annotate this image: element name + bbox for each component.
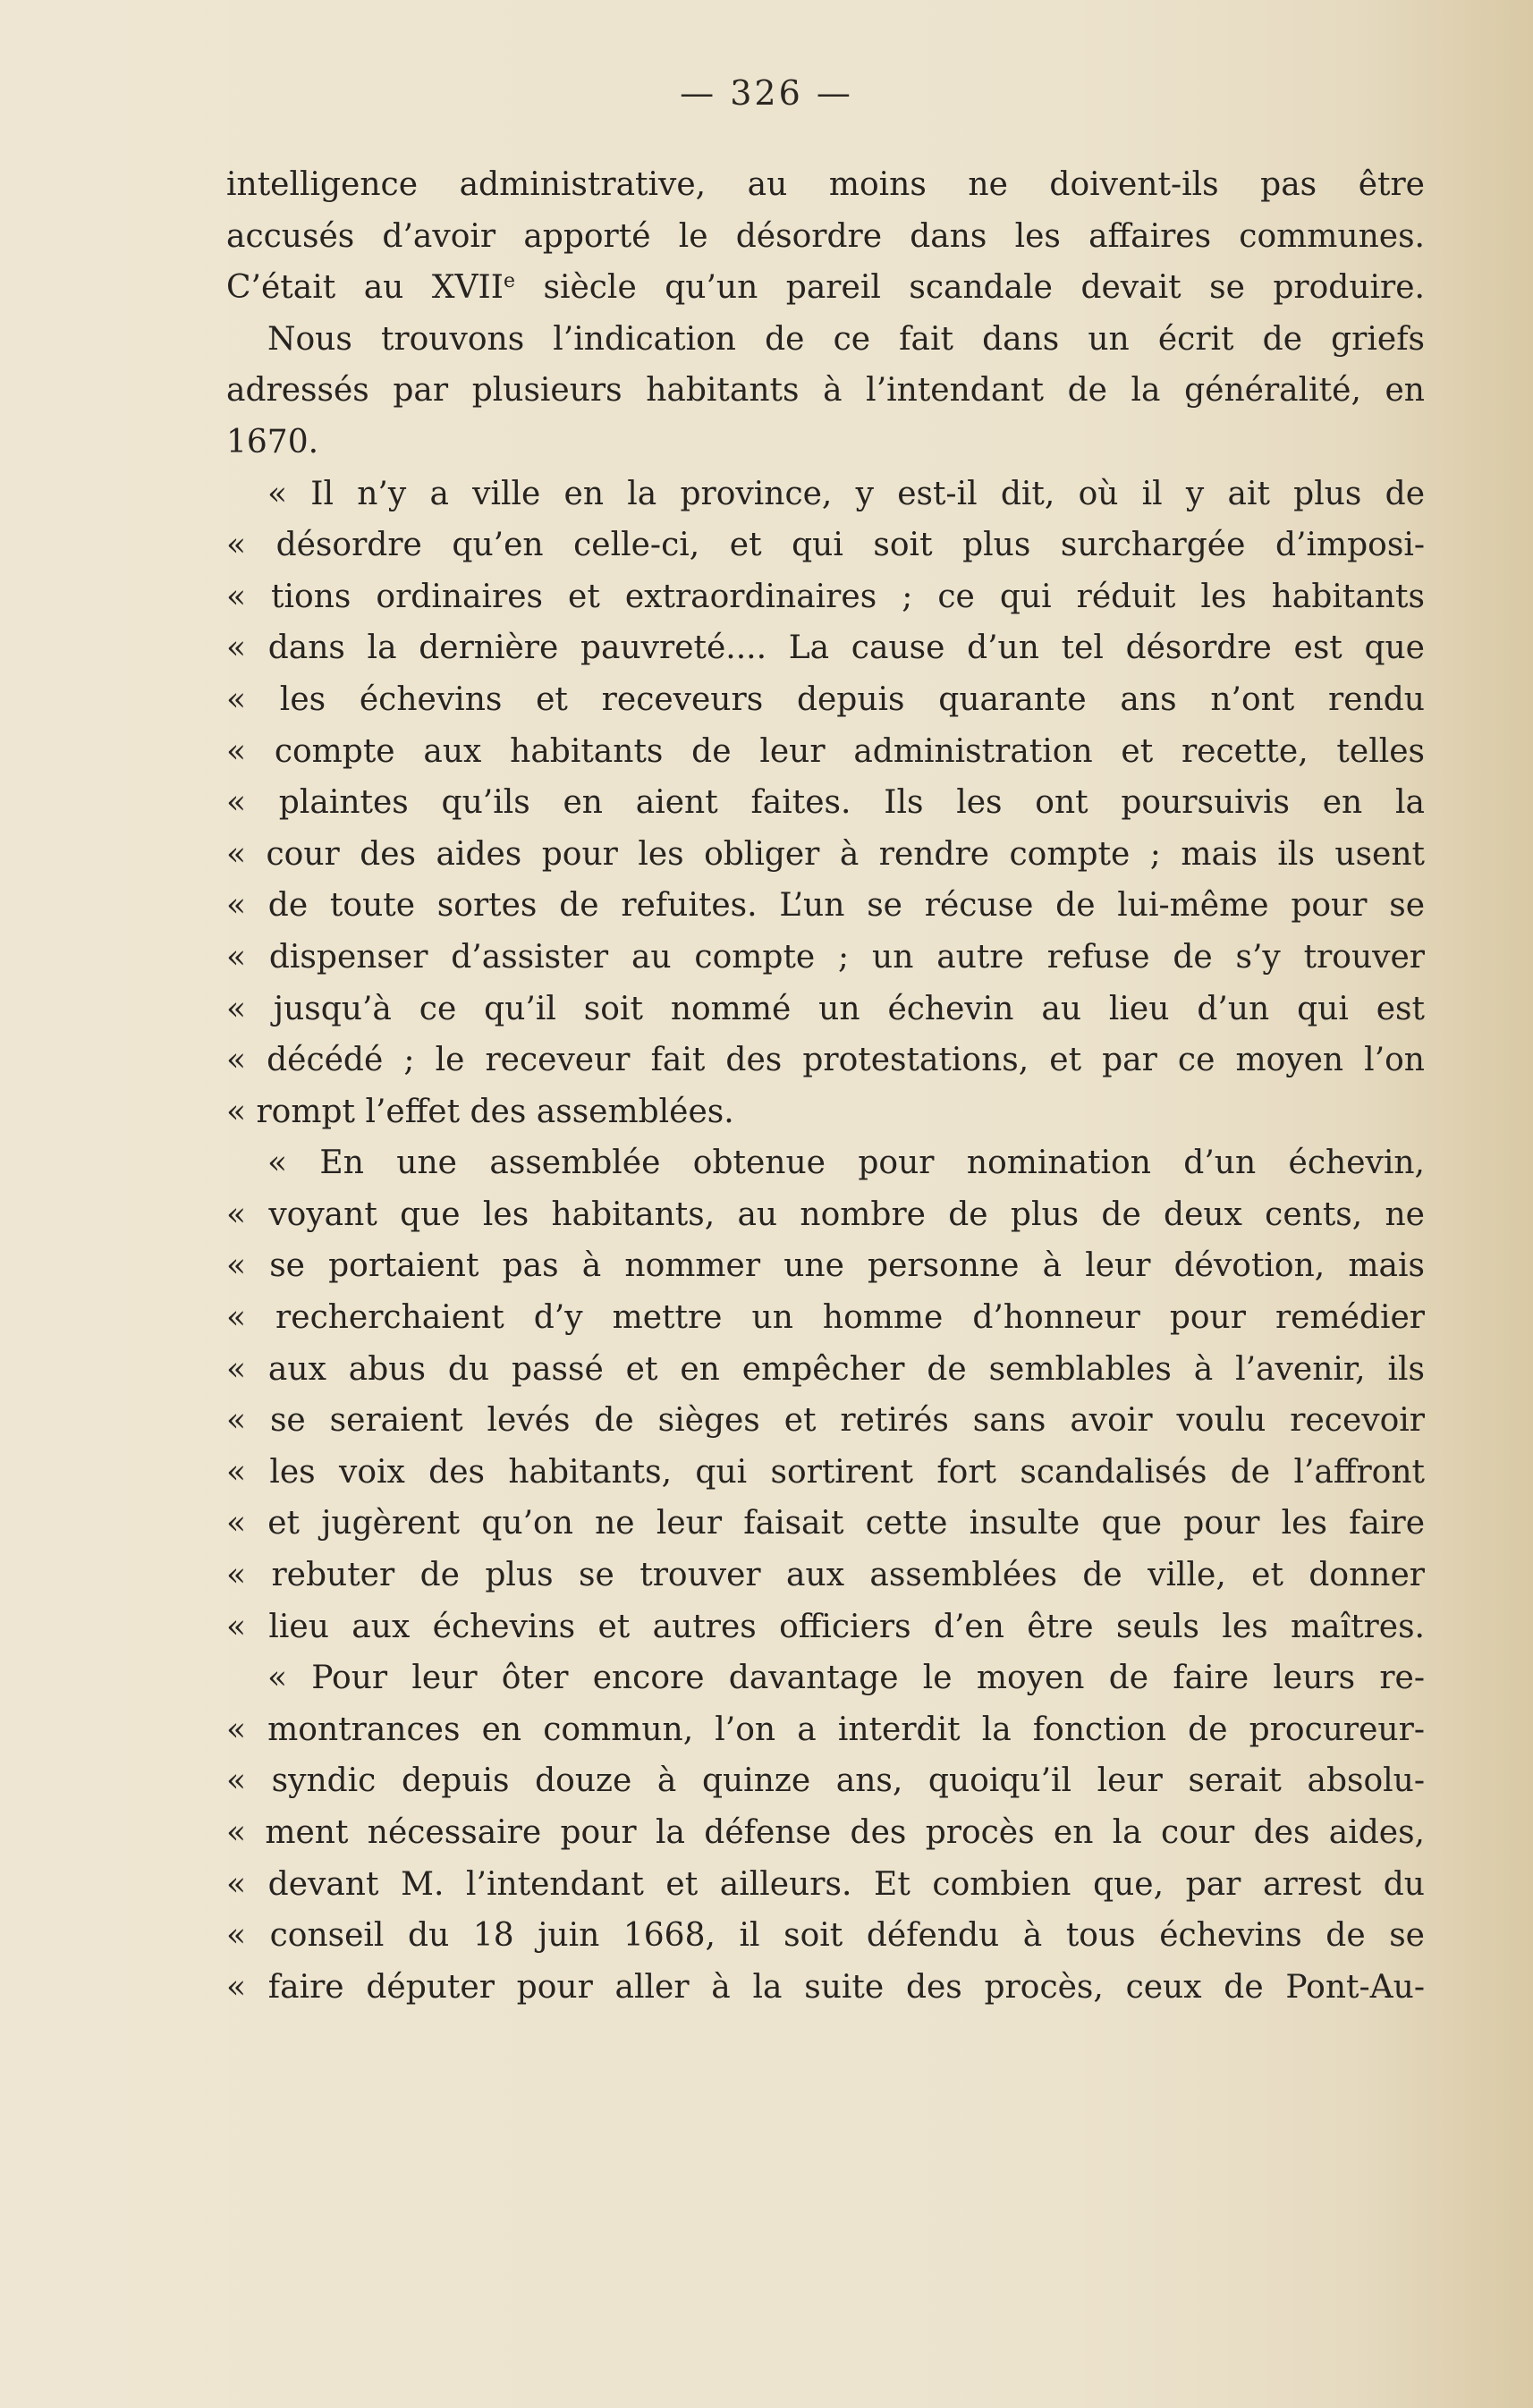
text-line: « recherchaient d’y mettre un homme d’honneur pour remédier <box>226 1299 1425 1337</box>
text-line: « les voix des habitants, qui sortirent fort scandalisés de l’affront <box>226 1453 1425 1491</box>
text-line: « rompt l’effet des assemblées. <box>226 1093 734 1130</box>
text-line: « devant M. l’intendant et ailleurs. Et combien que, par arrest du <box>226 1865 1425 1903</box>
text-line: Nous trouvons l’indication de ce fait dans un écrit de griefs <box>267 320 1425 358</box>
text-line: « rebuter de plus se trouver aux assemblées de ville, et donner <box>226 1557 1425 1594</box>
text-line: C’était au XVIIe siècle qu’un pareil scandale devait se produire. <box>226 269 1425 307</box>
text-line: « se portaient pas à nommer une personne à leur dévotion, mais <box>226 1247 1425 1285</box>
superscript: e <box>503 270 515 293</box>
text-line: « compte aux habitants de leur administration et recette, telles <box>226 732 1425 770</box>
text-line: « Pour leur ôter encore davantage le moyen de faire leurs re- <box>267 1660 1425 1697</box>
text-line: « ment nécessaire pour la défense des procès en la cour des aides, <box>226 1814 1425 1851</box>
text-line: « et jugèrent qu’on ne leur faisait cette insulte que pour les faire <box>226 1505 1425 1542</box>
text-line: « faire députer pour aller à la suite des procès, ceux de Pont-Au- <box>226 1968 1425 2006</box>
page-number: — 326 — <box>680 73 853 113</box>
text-line: accusés d’avoir apporté le désordre dans les affaires communes. <box>226 217 1425 255</box>
text-line: « les échevins et receveurs depuis quarante ans n’ont rendu <box>226 680 1425 718</box>
text-line: « dispenser d’assister au compte ; un autre refuse de s’y trouver <box>226 938 1425 976</box>
text-line: « désordre qu’en celle-ci, et qui soit plus surchargée d’imposi- <box>226 527 1425 564</box>
text-line: « syndic depuis douze à quinze ans, quoiqu’il leur serait absolu- <box>226 1762 1425 1800</box>
text-line: « Il n’y a ville en la province, y est-il dit, où il y ait plus de <box>267 475 1425 512</box>
text-line: « voyant que les habitants, au nombre de plus de deux cents, ne <box>226 1196 1425 1233</box>
text-line: intelligence administrative, au moins ne doivent-ils pas être <box>226 166 1425 203</box>
text-line: « de toute sortes de refuites. L’un se récuse de lui-même pour se <box>226 887 1425 925</box>
text-line: « dans la dernière pauvreté.... La cause d’un tel désordre est que <box>226 629 1425 667</box>
text-line: « montrances en commun, l’on a interdit la fonction de procureur- <box>226 1711 1425 1748</box>
text-line: « lieu aux échevins et autres officiers d’en être seuls les maîtres. <box>226 1608 1425 1645</box>
text-line: « aux abus du passé et en empêcher de semblables à l’avenir, ils <box>226 1350 1425 1388</box>
text-line: « En une assemblée obtenue pour nomination d’un échevin, <box>267 1145 1425 1182</box>
text-line: « conseil du 18 juin 1668, il soit défendu à tous échevins de se <box>226 1917 1425 1955</box>
text-line: « tions ordinaires et extraordinaires ; ce qui réduit les habitants <box>226 578 1425 615</box>
text-line: « jusqu’à ce qu’il soit nommé un échevin au lieu d’un qui est <box>226 990 1425 1027</box>
text-line: « cour des aides pour les obliger à rendre compte ; mais ils usent <box>226 835 1425 873</box>
text-line: « décédé ; le receveur fait des protestations, et par ce moyen l’on <box>226 1042 1425 1079</box>
text-line: « plaintes qu’ils en aient faites. Ils les ont poursuivis en la <box>226 784 1425 822</box>
text-line: 1670. <box>226 423 319 460</box>
text-line: adressés par plusieurs habitants à l’intendant de la généralité, en <box>226 372 1425 410</box>
text-line: « se seraient levés de sièges et retirés sans avoir voulu recevoir <box>226 1402 1425 1440</box>
body-text <box>226 159 1425 2013</box>
